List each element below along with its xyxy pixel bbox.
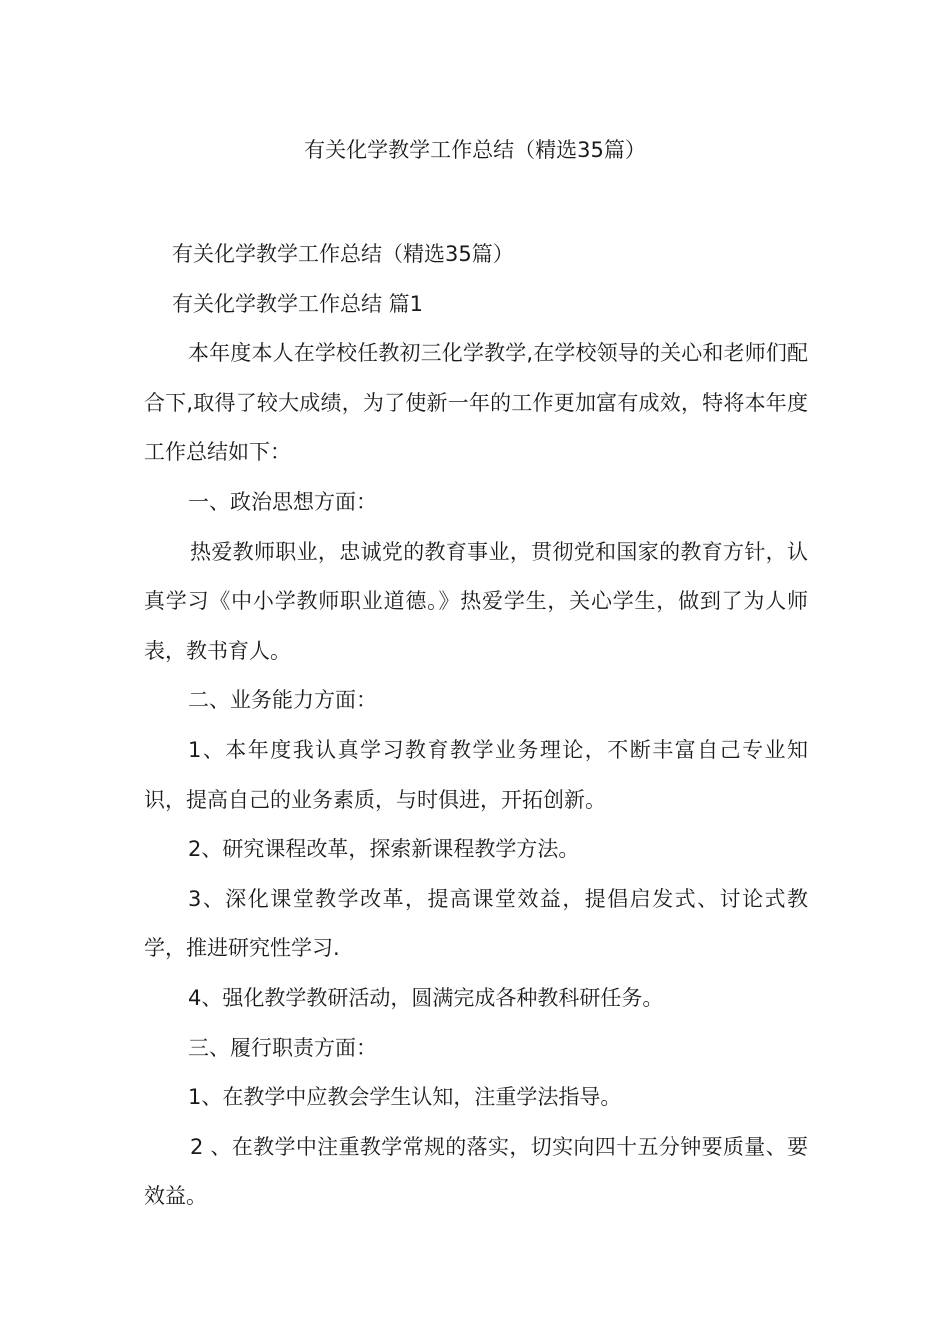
subtitle-paragraph: 有关化学教学工作总结（精选35篇） xyxy=(172,242,514,266)
body-paragraph: 本年度本人在学校任教初三化学教学,在学校领导的关心和老师们配合下,取得了较大成绩，为了使新一年的工作更加富有成效，特将本年度工作总结如下： xyxy=(144,341,808,465)
section-heading-part-1: 有关化学教学工作总结 篇1 xyxy=(172,291,424,316)
body-paragraph: 热爱教师职业，忠诚党的教育事业，贯彻党和国家的教育方针，认真学习《中小学教师职业道德。》热爱学生，关心学生，做到了为人师表，教书育人。 xyxy=(144,539,808,663)
list-item: 2、研究课程改革，探索新课程教学方法。 xyxy=(188,837,580,862)
document-title: 有关化学教学工作总结（精选35篇） xyxy=(304,138,646,162)
list-item: 1、在教学中应教会学生认知，注重学法指导。 xyxy=(188,1085,622,1110)
list-item: 4、强化教学教研活动，圆满完成各种教科研任务。 xyxy=(188,985,664,1010)
heading-political: 一、政治思想方面： xyxy=(188,489,377,514)
heading-duties: 三、履行职责方面： xyxy=(188,1035,377,1060)
document-body xyxy=(144,230,808,1222)
list-item: 2 、在教学中注重教学常规的落实，切实向四十五分钟要质量、要效益。 xyxy=(144,1134,808,1209)
heading-professional: 二、业务能力方面： xyxy=(188,688,377,713)
list-item: 3、深化课堂教学改革，提高课堂效益，提倡启发式、讨论式教学，推进研究性学习. xyxy=(144,886,808,961)
list-item: 1、本年度我认真学习教育教学业务理论，不断丰富自己专业知识，提高自己的业务素质，与时俱进，开拓创新。 xyxy=(144,737,808,812)
